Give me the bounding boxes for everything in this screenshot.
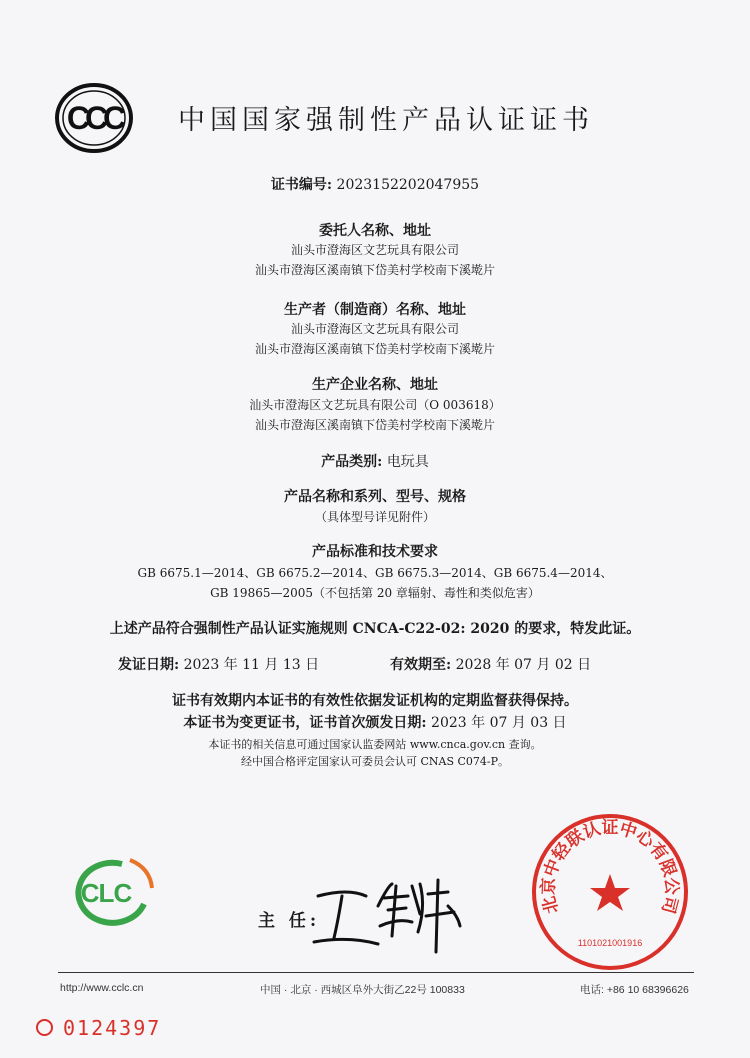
ccc-logo-text: CCC — [66, 100, 122, 136]
applicant-address: 汕头市澄海区溪南镇下岱美村学校南下溪墘片 — [254, 263, 495, 277]
applicant-name: 汕头市澄海区文艺玩具有限公司 — [290, 243, 459, 257]
expiry-date — [390, 654, 591, 674]
factory-name: 汕头市澄海区文艺玩具有限公司（O 003618） — [249, 398, 501, 412]
certificate-number-value: 2023152202047955 — [336, 177, 480, 193]
product-category-value: 电玩具 — [386, 454, 429, 470]
seal-text: 北京中轻联认证中心有限公司 — [538, 818, 682, 916]
manufacturer-heading: 生产者（制造商）名称、地址 — [284, 302, 466, 318]
standards-line-2: GB 19865—2005（不包括第 20 章辐射、毒性和类似危害） — [210, 586, 540, 600]
ccc-logo — [54, 78, 134, 158]
issue-date-value: 2023 年 11 月 13 日 — [183, 657, 320, 673]
footer-address: 中国 · 北京 · 西城区阜外大街乙22号 100833 — [260, 984, 465, 996]
issue-date-label: 发证日期: — [118, 657, 180, 673]
manufacturer-name: 汕头市澄海区文艺玩具有限公司 — [290, 322, 459, 336]
applicant-heading: 委托人名称、地址 — [319, 223, 431, 239]
query-note: 本证书的相关信息可通过国家认监委网站 www.cnca.gov.cn 查询。 — [208, 738, 542, 751]
product-heading: 产品名称和系列、型号、规格 — [284, 489, 466, 505]
change-certificate-note — [0, 712, 750, 732]
certificate-title: 中国国家强制性产品认证证书 — [178, 105, 594, 136]
standards-line-1: GB 6675.1—2014、GB 6675.2—2014、GB 6675.3—2014、GB 6675.4—2014、 — [137, 566, 613, 580]
product-category — [0, 451, 750, 471]
certificate-number-label: 证书编号: — [270, 177, 333, 193]
factory-heading: 生产企业名称、地址 — [312, 377, 438, 393]
serial-ring-icon — [36, 1019, 53, 1036]
certificate-number — [0, 174, 750, 194]
manufacturer-address: 汕头市澄海区溪南镇下岱美村学校南下溪墘片 — [254, 342, 495, 356]
seal-star-icon — [590, 874, 630, 911]
expiry-date-label: 有效期至: — [390, 657, 452, 673]
company-seal — [528, 810, 692, 974]
serial-number-value: 0124397 — [63, 1016, 162, 1040]
compliance-statement: 上述产品符合强制性产品认证实施规则 CNCA-C22-02: 2020 的要求，特发此证。 — [109, 621, 641, 637]
expiry-date-value: 2028 年 07 月 02 日 — [455, 657, 592, 673]
issue-date — [118, 654, 319, 674]
serial-number — [36, 1016, 161, 1040]
change-note-text: 本证书为变更证书，证书首次颁发日期: — [183, 715, 427, 731]
footer-website[interactable]: http://www.cclc.cn — [60, 982, 144, 994]
director-signature — [308, 866, 468, 956]
footer-phone: 电话: +86 10 68396626 — [580, 984, 689, 996]
clc-logo-text: CLC — [80, 878, 132, 908]
factory-address: 汕头市澄海区溪南镇下岱美村学校南下溪墘片 — [254, 418, 495, 432]
validity-statement: 证书有效期内本证书的有效性依据发证机构的定期监督获得保持。 — [172, 693, 578, 709]
accreditation-note: 经中国合格评定国家认可委员会认可 CNAS C074-P。 — [240, 755, 510, 768]
product-category-label: 产品类别: — [321, 454, 383, 470]
footer-divider — [58, 972, 694, 973]
change-note-date: 2023 年 07 月 03 日 — [431, 715, 567, 731]
seal-code: 1101021001916 — [577, 938, 643, 948]
director-label: 主 任: — [258, 911, 321, 931]
standards-heading: 产品标准和技术要求 — [312, 544, 438, 560]
product-note: （具体型号详见附件） — [314, 510, 435, 524]
clc-logo — [60, 852, 160, 928]
